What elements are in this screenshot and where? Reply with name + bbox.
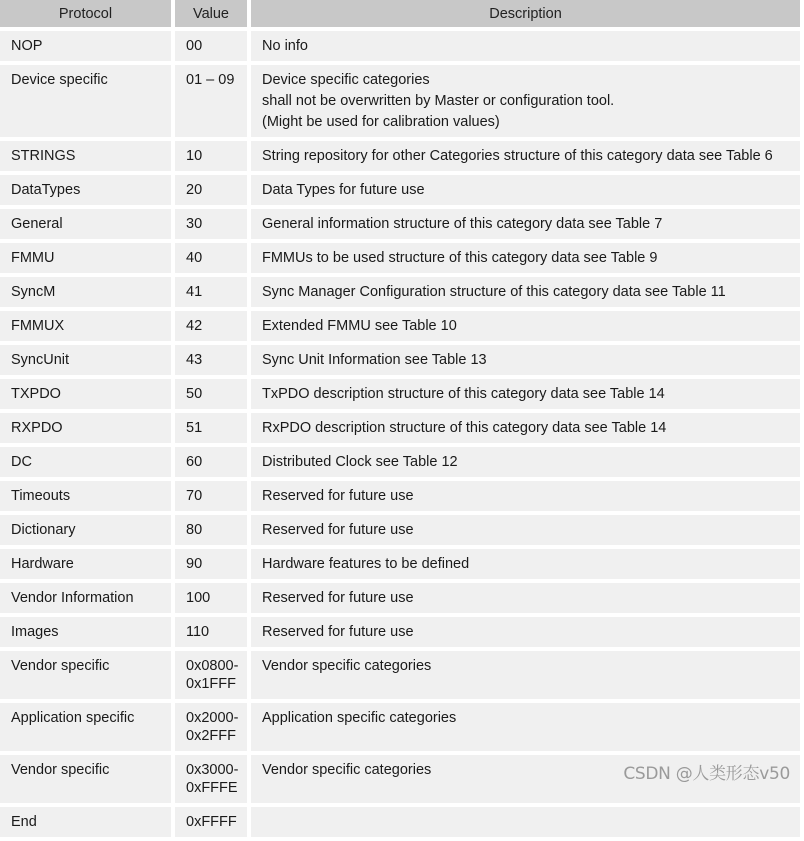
cell-description (251, 209, 800, 239)
watermark: CSDN @人类形态v50 (623, 764, 790, 784)
table-row (0, 447, 800, 477)
cell-description (251, 311, 800, 341)
table-row (0, 65, 800, 137)
cell-description (251, 807, 800, 837)
table-row (0, 31, 800, 61)
table-row (0, 515, 800, 545)
cell-description (251, 277, 800, 307)
cell-protocol: SyncM (0, 277, 171, 307)
value-line: 41 (186, 284, 203, 300)
value-line: 0x2FFF (186, 728, 236, 744)
cell-protocol: TXPDO (0, 379, 171, 409)
cell-protocol: STRINGS (0, 141, 171, 171)
value-line: 01 – 09 (186, 72, 235, 88)
description-line: Data Types for future use (262, 182, 425, 198)
cell-protocol: SyncUnit (0, 345, 171, 375)
cell-value (175, 807, 247, 837)
value-line: 0x1FFF (186, 676, 236, 692)
description-line: Vendor specific categories (262, 762, 432, 778)
cell-value (175, 703, 247, 751)
description-line: Reserved for future use (262, 522, 414, 538)
description-line: Reserved for future use (262, 624, 414, 640)
value-line: 20 (186, 182, 203, 198)
table-row (0, 379, 800, 409)
value-line: 110 (186, 624, 210, 640)
cell-description (251, 65, 800, 137)
value-line: 50 (186, 386, 203, 402)
cell-protocol: NOP (0, 31, 171, 61)
cell-value (175, 175, 247, 205)
table-body (0, 31, 800, 837)
cell-protocol: Application specific (0, 703, 171, 751)
cell-value (175, 311, 247, 341)
value-line: 60 (186, 454, 203, 470)
table-row (0, 583, 800, 613)
table-row (0, 345, 800, 375)
table-row (0, 311, 800, 341)
value-line: 90 (186, 556, 203, 572)
description-line: FMMUs to be used structure of this category data see Table 9 (262, 250, 658, 266)
description-line: (Might be used for calibration values) (262, 114, 500, 130)
value-line: 0x0800- (186, 658, 239, 674)
cell-value (175, 651, 247, 699)
value-line: 0x2000- (186, 710, 239, 726)
cell-description (251, 141, 800, 171)
value-line: 0x3000- (186, 762, 239, 778)
cell-protocol: Vendor specific (0, 651, 171, 699)
cell-value (175, 209, 247, 239)
description-line: Sync Manager Configuration structure of this category data see Table 11 (262, 284, 726, 300)
cell-protocol: General (0, 209, 171, 239)
value-line: 40 (186, 250, 203, 266)
cell-description (251, 175, 800, 205)
cell-description (251, 583, 800, 613)
table-row (0, 703, 800, 751)
cell-value (175, 515, 247, 545)
cell-value (175, 243, 247, 273)
cell-protocol: RXPDO (0, 413, 171, 443)
value-line: 51 (186, 420, 203, 436)
table-row (0, 549, 800, 579)
value-line: 0xFFFF (186, 814, 237, 830)
table-row (0, 481, 800, 511)
header-value: Value (175, 0, 247, 27)
cell-protocol: Dictionary (0, 515, 171, 545)
cell-description (251, 549, 800, 579)
cell-value (175, 583, 247, 613)
cell-protocol: FMMU (0, 243, 171, 273)
cell-value (175, 617, 247, 647)
cell-protocol: End (0, 807, 171, 837)
table-row (0, 413, 800, 443)
table-row (0, 175, 800, 205)
description-line: Hardware features to be defined (262, 556, 470, 572)
description-line: TxPDO description structure of this category data see Table 14 (262, 386, 665, 402)
header-protocol: Protocol (0, 0, 171, 27)
description-line: Reserved for future use (262, 590, 414, 606)
description-line: Reserved for future use (262, 488, 414, 504)
description-line: Device specific categories (262, 72, 430, 88)
value-line: 70 (186, 488, 203, 504)
cell-value (175, 345, 247, 375)
cell-description (251, 617, 800, 647)
description-line: RxPDO description structure of this category data see Table 14 (262, 420, 667, 436)
value-line: 10 (186, 148, 203, 164)
cell-protocol: Vendor specific (0, 755, 171, 803)
description-line: Distributed Clock see Table 12 (262, 454, 458, 470)
header-description: Description (251, 0, 800, 27)
cell-description (251, 243, 800, 273)
cell-value (175, 277, 247, 307)
cell-description (251, 703, 800, 751)
cell-description (251, 651, 800, 699)
table-header-row (0, 0, 800, 27)
description-line: Application specific categories (262, 710, 457, 726)
cell-description (251, 345, 800, 375)
description-line: shall not be overwritten by Master or configuration tool. (262, 93, 615, 109)
cell-protocol: Device specific (0, 65, 171, 137)
cell-value (175, 141, 247, 171)
value-line: 42 (186, 318, 203, 334)
table-row (0, 651, 800, 699)
cell-description (251, 515, 800, 545)
cell-protocol: Hardware (0, 549, 171, 579)
cell-protocol: FMMUX (0, 311, 171, 341)
cell-value (175, 481, 247, 511)
value-line: 43 (186, 352, 203, 368)
description-line: Vendor specific categories (262, 658, 432, 674)
cell-value (175, 413, 247, 443)
cell-protocol: Timeouts (0, 481, 171, 511)
cell-value (175, 447, 247, 477)
cell-description (251, 413, 800, 443)
cell-description (251, 447, 800, 477)
cell-protocol: DC (0, 447, 171, 477)
table-row (0, 807, 800, 837)
cell-description (251, 379, 800, 409)
cell-description (251, 31, 800, 61)
cell-value (175, 31, 247, 61)
cell-value (175, 65, 247, 137)
cell-protocol: Vendor Information (0, 583, 171, 613)
table-row (0, 209, 800, 239)
cell-value (175, 549, 247, 579)
value-line: 30 (186, 216, 203, 232)
table-row (0, 141, 800, 171)
cell-protocol: DataTypes (0, 175, 171, 205)
table-row (0, 277, 800, 307)
description-line: Extended FMMU see Table 10 (262, 318, 457, 334)
description-line: String repository for other Categories structure of this category data see Table 6 (262, 148, 773, 164)
value-line: 00 (186, 38, 203, 54)
table-row (0, 617, 800, 647)
value-line: 0xFFFE (186, 780, 238, 796)
description-line: No info (262, 38, 308, 54)
value-line: 80 (186, 522, 203, 538)
table-row (0, 243, 800, 273)
cell-description (251, 481, 800, 511)
value-line: 100 (186, 590, 211, 606)
cell-value (175, 379, 247, 409)
description-line: General information structure of this category data see Table 7 (262, 216, 663, 232)
description-line: Sync Unit Information see Table 13 (262, 352, 487, 368)
cell-value (175, 755, 247, 803)
cell-protocol: Images (0, 617, 171, 647)
